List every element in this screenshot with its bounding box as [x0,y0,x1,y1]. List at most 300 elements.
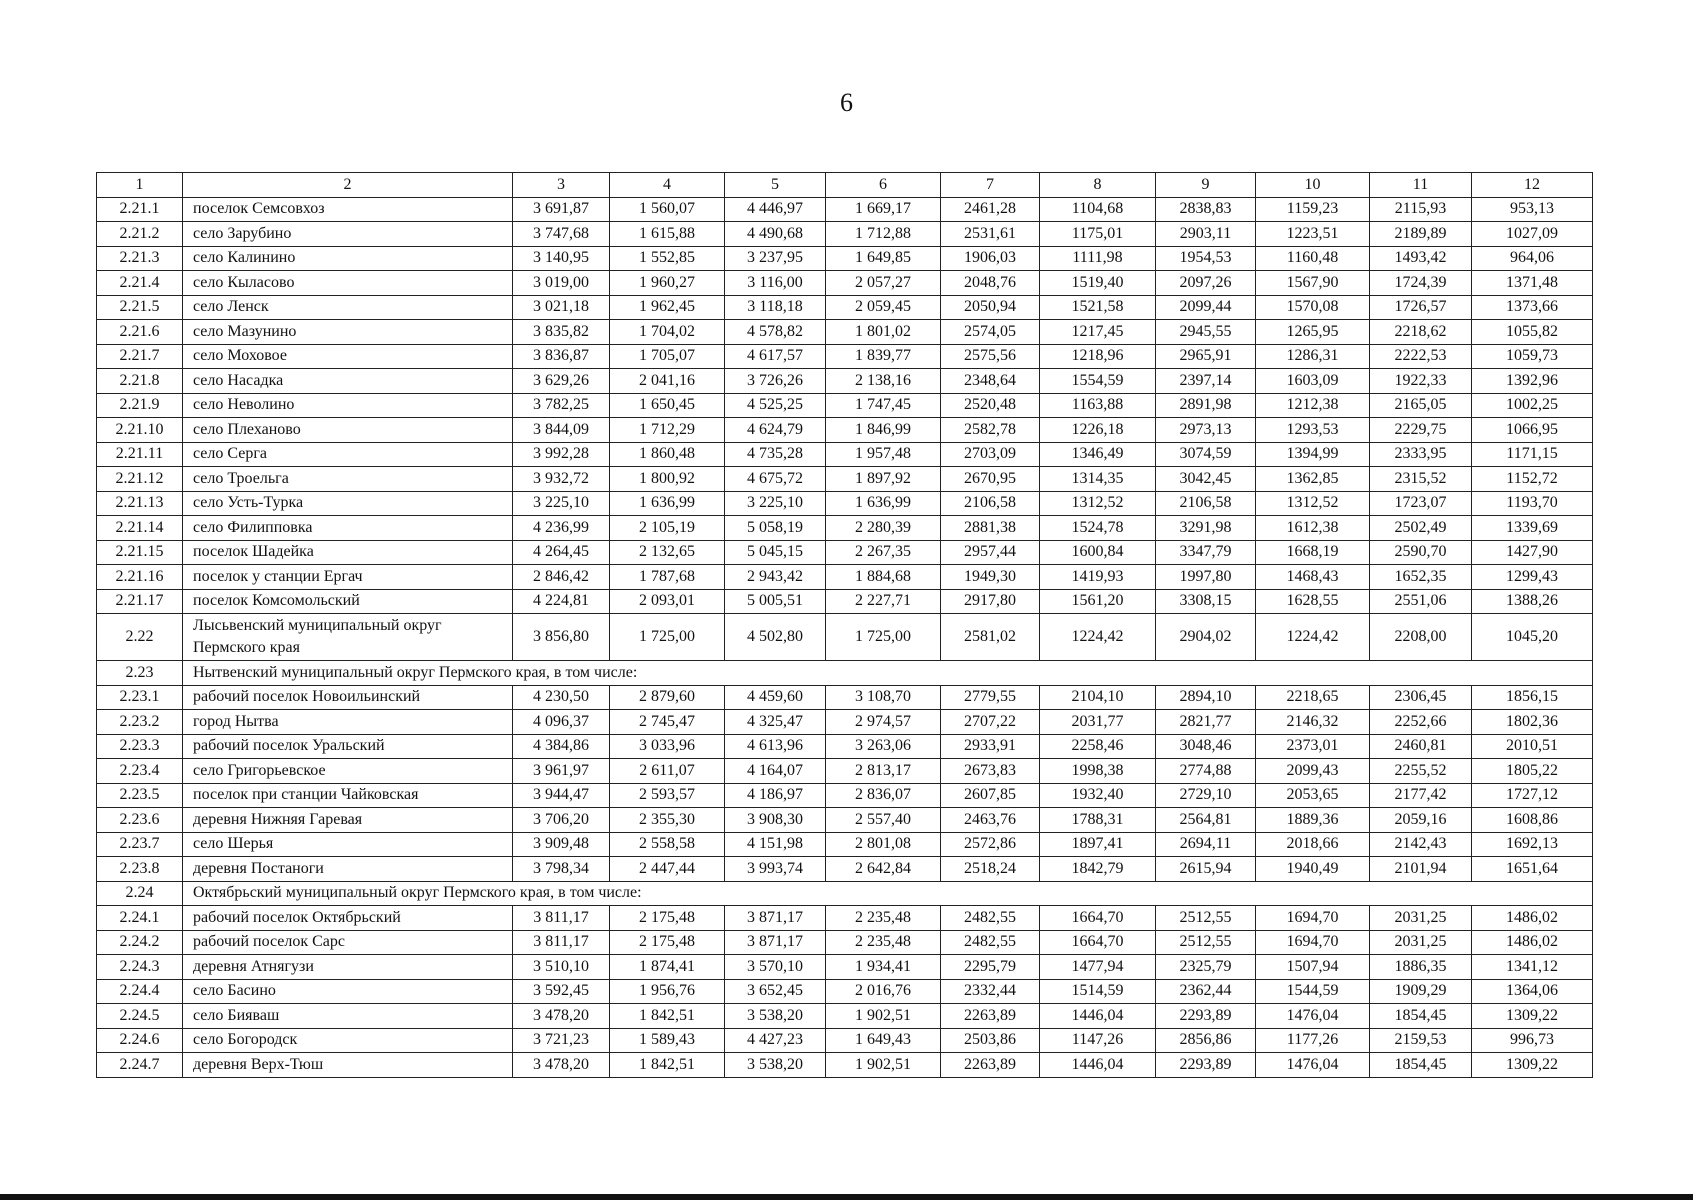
value-cell: 1664,70 [1040,906,1156,931]
row-code: 2.21.2 [97,222,183,247]
value-cell: 2 138,16 [826,369,941,394]
row-name: село Шерья [183,832,513,857]
row-name: село Троельга [183,467,513,492]
value-cell: 4 617,57 [725,344,826,369]
value-cell: 2774,88 [1156,759,1256,784]
value-cell: 1 902,51 [826,1004,941,1029]
value-cell: 1 704,02 [610,320,725,345]
value-cell: 1570,08 [1256,295,1370,320]
value-cell: 1628,55 [1256,589,1370,614]
value-cell: 2146,32 [1256,710,1370,735]
value-cell: 3308,15 [1156,589,1256,614]
value-cell: 4 164,07 [725,759,826,784]
value-cell: 3 478,20 [513,1053,610,1078]
value-cell: 3 798,34 [513,857,610,882]
value-cell: 1218,96 [1040,344,1156,369]
row-name: село Мазунино [183,320,513,345]
table-body [97,197,1593,1077]
value-cell: 2373,01 [1256,734,1370,759]
value-cell: 3 538,20 [725,1004,826,1029]
value-cell: 1346,49 [1040,442,1156,467]
value-cell: 2106,58 [941,491,1040,516]
value-cell: 1486,02 [1472,906,1593,931]
value-cell: 2670,95 [941,467,1040,492]
value-cell: 1726,57 [1370,295,1472,320]
value-cell: 2461,28 [941,197,1040,222]
value-cell: 2694,11 [1156,832,1256,857]
value-cell: 1 560,07 [610,197,725,222]
value-cell: 2564,81 [1156,808,1256,833]
table-row [97,759,1593,784]
value-cell: 3 871,17 [725,930,826,955]
value-cell: 2 041,16 [610,369,725,394]
value-cell: 2856,86 [1156,1028,1256,1053]
value-cell: 2 059,45 [826,295,941,320]
value-cell: 3 019,00 [513,271,610,296]
value-cell: 2904,02 [1156,614,1256,661]
row-name: село Кыласово [183,271,513,296]
value-cell: 2325,79 [1156,955,1256,980]
value-cell: 1212,38 [1256,393,1370,418]
table-row [97,955,1593,980]
column-header: 12 [1472,173,1593,198]
value-cell: 1 957,48 [826,442,941,467]
value-cell: 3 811,17 [513,930,610,955]
value-cell: 3 726,26 [725,369,826,394]
value-cell: 1339,69 [1472,516,1593,541]
row-name: село Зарубино [183,222,513,247]
value-cell: 2729,10 [1156,783,1256,808]
value-cell: 1694,70 [1256,930,1370,955]
value-cell: 1104,68 [1040,197,1156,222]
row-name: рабочий поселок Уральский [183,734,513,759]
value-cell: 964,06 [1472,246,1593,271]
value-cell: 1223,51 [1256,222,1370,247]
row-name: рабочий поселок Октябрьский [183,906,513,931]
value-cell: 1224,42 [1040,614,1156,661]
value-cell: 3 033,96 [610,734,725,759]
value-cell: 2 175,48 [610,930,725,955]
value-cell: 2104,10 [1040,685,1156,710]
value-cell: 4 230,50 [513,685,610,710]
table-row [97,320,1593,345]
value-cell: 1886,35 [1370,955,1472,980]
value-cell: 1 960,27 [610,271,725,296]
value-cell: 1364,06 [1472,979,1593,1004]
value-cell: 2503,86 [941,1028,1040,1053]
value-cell: 2482,55 [941,906,1040,931]
value-cell: 2048,76 [941,271,1040,296]
value-cell: 3 108,70 [826,685,941,710]
value-cell: 3 570,10 [725,955,826,980]
value-cell: 1 747,45 [826,393,941,418]
value-cell: 2031,25 [1370,906,1472,931]
value-cell: 1652,35 [1370,565,1472,590]
row-code: 2.21.14 [97,516,183,541]
value-cell: 2575,56 [941,344,1040,369]
value-cell: 1524,78 [1040,516,1156,541]
value-cell: 1 712,88 [826,222,941,247]
row-code: 2.21.17 [97,589,183,614]
column-number-header-row [97,173,1593,198]
value-cell: 1175,01 [1040,222,1156,247]
value-cell: 1561,20 [1040,589,1156,614]
value-cell: 2332,44 [941,979,1040,1004]
value-cell: 1 897,92 [826,467,941,492]
table-row [97,516,1593,541]
value-cell: 1160,48 [1256,246,1370,271]
column-header: 2 [183,173,513,198]
table-row [97,271,1593,296]
value-cell: 4 624,79 [725,418,826,443]
value-cell: 1603,09 [1256,369,1370,394]
row-code: 2.21.13 [97,491,183,516]
value-cell: 3 592,45 [513,979,610,1004]
value-cell: 1362,85 [1256,467,1370,492]
value-cell: 2315,52 [1370,467,1472,492]
row-code: 2.22 [97,614,183,661]
row-name: село Моховое [183,344,513,369]
table-row [97,222,1593,247]
value-cell: 3 782,25 [513,393,610,418]
value-cell: 4 446,97 [725,197,826,222]
column-header: 9 [1156,173,1256,198]
value-cell: 4 675,72 [725,467,826,492]
row-code: 2.24.6 [97,1028,183,1053]
table-row [97,979,1593,1004]
value-cell: 2050,94 [941,295,1040,320]
value-cell: 2 235,48 [826,930,941,955]
value-cell: 1664,70 [1040,930,1156,955]
value-cell: 2703,09 [941,442,1040,467]
row-code: 2.24.5 [97,1004,183,1029]
value-cell: 2673,83 [941,759,1040,784]
value-cell: 3 747,68 [513,222,610,247]
column-header: 5 [725,173,826,198]
table-row [97,808,1593,833]
row-code: 2.21.4 [97,271,183,296]
value-cell: 1312,52 [1040,491,1156,516]
row-name: село Филипповка [183,516,513,541]
value-cell: 2520,48 [941,393,1040,418]
row-code: 2.23.5 [97,783,183,808]
value-cell: 5 058,19 [725,516,826,541]
value-cell: 953,13 [1472,197,1593,222]
value-cell: 2 611,07 [610,759,725,784]
value-cell: 1152,72 [1472,467,1593,492]
value-cell: 1388,26 [1472,589,1593,614]
value-cell: 4 735,28 [725,442,826,467]
value-cell: 1521,58 [1040,295,1156,320]
row-name: рабочий поселок Сарс [183,930,513,955]
value-cell: 1226,18 [1040,418,1156,443]
row-code: 2.23 [97,661,183,686]
row-code: 2.21.11 [97,442,183,467]
value-cell: 3 510,10 [513,955,610,980]
value-cell: 1427,90 [1472,540,1593,565]
value-cell: 4 236,99 [513,516,610,541]
value-cell: 4 186,97 [725,783,826,808]
value-cell: 1997,80 [1156,565,1256,590]
value-cell: 2263,89 [941,1004,1040,1029]
value-cell: 2106,58 [1156,491,1256,516]
value-cell: 1567,90 [1256,271,1370,296]
value-cell: 2838,83 [1156,197,1256,222]
value-cell: 2 057,27 [826,271,941,296]
value-cell: 3347,79 [1156,540,1256,565]
value-cell: 1309,22 [1472,1053,1593,1078]
row-name: поселок Шадейка [183,540,513,565]
table-row [97,832,1593,857]
value-cell: 3 652,45 [725,979,826,1004]
row-code: 2.23.7 [97,832,183,857]
value-cell: 2177,42 [1370,783,1472,808]
table-row [97,783,1593,808]
value-cell: 1842,79 [1040,857,1156,882]
value-cell: 3 871,17 [725,906,826,931]
row-name: село Неволино [183,393,513,418]
value-cell: 3 237,95 [725,246,826,271]
row-code: 2.21.15 [97,540,183,565]
value-cell: 996,73 [1472,1028,1593,1053]
value-cell: 2973,13 [1156,418,1256,443]
row-code: 2.24.4 [97,979,183,1004]
value-cell: 2 879,60 [610,685,725,710]
value-cell: 1 649,43 [826,1028,941,1053]
table-row [97,344,1593,369]
table-row [97,442,1593,467]
row-code: 2.21.7 [97,344,183,369]
value-cell: 1856,15 [1472,685,1593,710]
column-header: 6 [826,173,941,198]
value-cell: 2512,55 [1156,906,1256,931]
value-cell: 1 725,00 [610,614,725,661]
value-cell: 2189,89 [1370,222,1472,247]
value-cell: 1998,38 [1040,759,1156,784]
row-code: 2.23.2 [97,710,183,735]
row-code: 2.23.6 [97,808,183,833]
value-cell: 3 691,87 [513,197,610,222]
value-cell: 3291,98 [1156,516,1256,541]
value-cell: 3 538,20 [725,1053,826,1078]
value-cell: 2099,43 [1256,759,1370,784]
row-code: 2.24.3 [97,955,183,980]
value-cell: 1 842,51 [610,1053,725,1078]
value-cell: 2348,64 [941,369,1040,394]
value-cell: 2 846,42 [513,565,610,590]
table-row [97,197,1593,222]
value-cell: 1 615,88 [610,222,725,247]
value-cell: 1265,95 [1256,320,1370,345]
value-cell: 2293,89 [1156,1004,1256,1029]
value-cell: 5 045,15 [725,540,826,565]
value-cell: 1177,26 [1256,1028,1370,1053]
row-name: деревня Верх-Тюш [183,1053,513,1078]
value-cell: 2 593,57 [610,783,725,808]
value-cell: 1 552,85 [610,246,725,271]
row-name: город Нытва [183,710,513,735]
value-cell: 1906,03 [941,246,1040,271]
value-cell: 1608,86 [1472,808,1593,833]
value-cell: 1 839,77 [826,344,941,369]
value-cell: 4 459,60 [725,685,826,710]
value-cell: 2159,53 [1370,1028,1472,1053]
value-cell: 2779,55 [941,685,1040,710]
tariff-table [96,172,1593,1078]
table-row [97,930,1593,955]
table-row [97,467,1593,492]
row-name: Нытвенский муниципальный округ Пермского края, в том числе: [183,661,1593,686]
value-cell: 3 706,20 [513,808,610,833]
value-cell: 1554,59 [1040,369,1156,394]
value-cell: 1477,94 [1040,955,1156,980]
row-name: деревня Постаноги [183,857,513,882]
group-header-row [97,661,1593,686]
row-code: 2.24.2 [97,930,183,955]
value-cell: 2 175,48 [610,906,725,931]
column-header: 7 [941,173,1040,198]
table-row [97,589,1593,614]
value-cell: 2512,55 [1156,930,1256,955]
row-name: село Калинино [183,246,513,271]
value-cell: 2572,86 [941,832,1040,857]
value-cell: 1922,33 [1370,369,1472,394]
table-row [97,246,1593,271]
table-row [97,906,1593,931]
row-code: 2.23.8 [97,857,183,882]
value-cell: 1341,12 [1472,955,1593,980]
value-cell: 2821,77 [1156,710,1256,735]
value-cell: 1 934,41 [826,955,941,980]
value-cell: 2894,10 [1156,685,1256,710]
value-cell: 1045,20 [1472,614,1593,661]
value-cell: 1909,29 [1370,979,1472,1004]
value-cell: 1519,40 [1040,271,1156,296]
value-cell: 2 943,42 [725,565,826,590]
value-cell: 1 842,51 [610,1004,725,1029]
value-cell: 3 932,72 [513,467,610,492]
row-code: 2.24 [97,881,183,906]
value-cell: 2531,61 [941,222,1040,247]
value-cell: 3 992,28 [513,442,610,467]
value-cell: 1940,49 [1256,857,1370,882]
row-code: 2.23.4 [97,759,183,784]
value-cell: 1286,31 [1256,344,1370,369]
value-cell: 4 427,23 [725,1028,826,1053]
value-cell: 4 502,80 [725,614,826,661]
table-row [97,418,1593,443]
value-cell: 3 478,20 [513,1004,610,1029]
value-cell: 2881,38 [941,516,1040,541]
value-cell: 4 613,96 [725,734,826,759]
value-cell: 2097,26 [1156,271,1256,296]
value-cell: 1802,36 [1472,710,1593,735]
row-code: 2.21.5 [97,295,183,320]
value-cell: 2607,85 [941,783,1040,808]
value-cell: 2053,65 [1256,783,1370,808]
value-cell: 1 846,99 [826,418,941,443]
value-cell: 1312,52 [1256,491,1370,516]
value-cell: 2 558,58 [610,832,725,857]
table-row [97,614,1593,661]
value-cell: 4 224,81 [513,589,610,614]
value-cell: 1476,04 [1256,1004,1370,1029]
value-cell: 1486,02 [1472,930,1593,955]
value-cell: 1159,23 [1256,197,1370,222]
value-cell: 3048,46 [1156,734,1256,759]
value-cell: 1651,64 [1472,857,1593,882]
value-cell: 2258,46 [1040,734,1156,759]
value-cell: 1854,45 [1370,1053,1472,1078]
value-cell: 2502,49 [1370,516,1472,541]
value-cell: 2 105,19 [610,516,725,541]
value-cell: 3 225,10 [513,491,610,516]
row-code: 2.21.1 [97,197,183,222]
value-cell: 2 132,65 [610,540,725,565]
value-cell: 2142,43 [1370,832,1472,857]
value-cell: 2101,94 [1370,857,1472,882]
value-cell: 2581,02 [941,614,1040,661]
value-cell: 2 836,07 [826,783,941,808]
value-cell: 2 557,40 [826,808,941,833]
value-cell: 4 151,98 [725,832,826,857]
row-code: 2.24.1 [97,906,183,931]
row-name: село Ленск [183,295,513,320]
value-cell: 2059,16 [1370,808,1472,833]
value-cell: 2574,05 [941,320,1040,345]
row-name: деревня Атнягузи [183,955,513,980]
row-name: деревня Нижняя Гаревая [183,808,513,833]
value-cell: 1 636,99 [610,491,725,516]
row-name: поселок при станции Чайковская [183,783,513,808]
table-row [97,565,1593,590]
value-cell: 1476,04 [1256,1053,1370,1078]
value-cell: 4 384,86 [513,734,610,759]
value-cell: 2295,79 [941,955,1040,980]
value-cell: 2707,22 [941,710,1040,735]
row-name: поселок Комсомольский [183,589,513,614]
row-code: 2.21.8 [97,369,183,394]
value-cell: 1392,96 [1472,369,1593,394]
row-name: село Басино [183,979,513,1004]
value-cell: 1723,07 [1370,491,1472,516]
value-cell: 2165,05 [1370,393,1472,418]
value-cell: 3 140,95 [513,246,610,271]
value-cell: 1 725,00 [826,614,941,661]
value-cell: 2518,24 [941,857,1040,882]
value-cell: 1 860,48 [610,442,725,467]
value-cell: 3 844,09 [513,418,610,443]
value-cell: 1293,53 [1256,418,1370,443]
value-cell: 1692,13 [1472,832,1593,857]
value-cell: 1954,53 [1156,246,1256,271]
value-cell: 1171,15 [1472,442,1593,467]
value-cell: 4 525,25 [725,393,826,418]
value-cell: 4 264,45 [513,540,610,565]
value-cell: 2917,80 [941,589,1040,614]
table-row [97,1004,1593,1029]
value-cell: 2208,00 [1370,614,1472,661]
table-row [97,491,1593,516]
value-cell: 2218,62 [1370,320,1472,345]
value-cell: 2 235,48 [826,906,941,931]
value-cell: 1309,22 [1472,1004,1593,1029]
value-cell: 1544,59 [1256,979,1370,1004]
value-cell: 1419,93 [1040,565,1156,590]
row-name: поселок у станции Ергач [183,565,513,590]
value-cell: 3074,59 [1156,442,1256,467]
value-cell: 1066,95 [1472,418,1593,443]
